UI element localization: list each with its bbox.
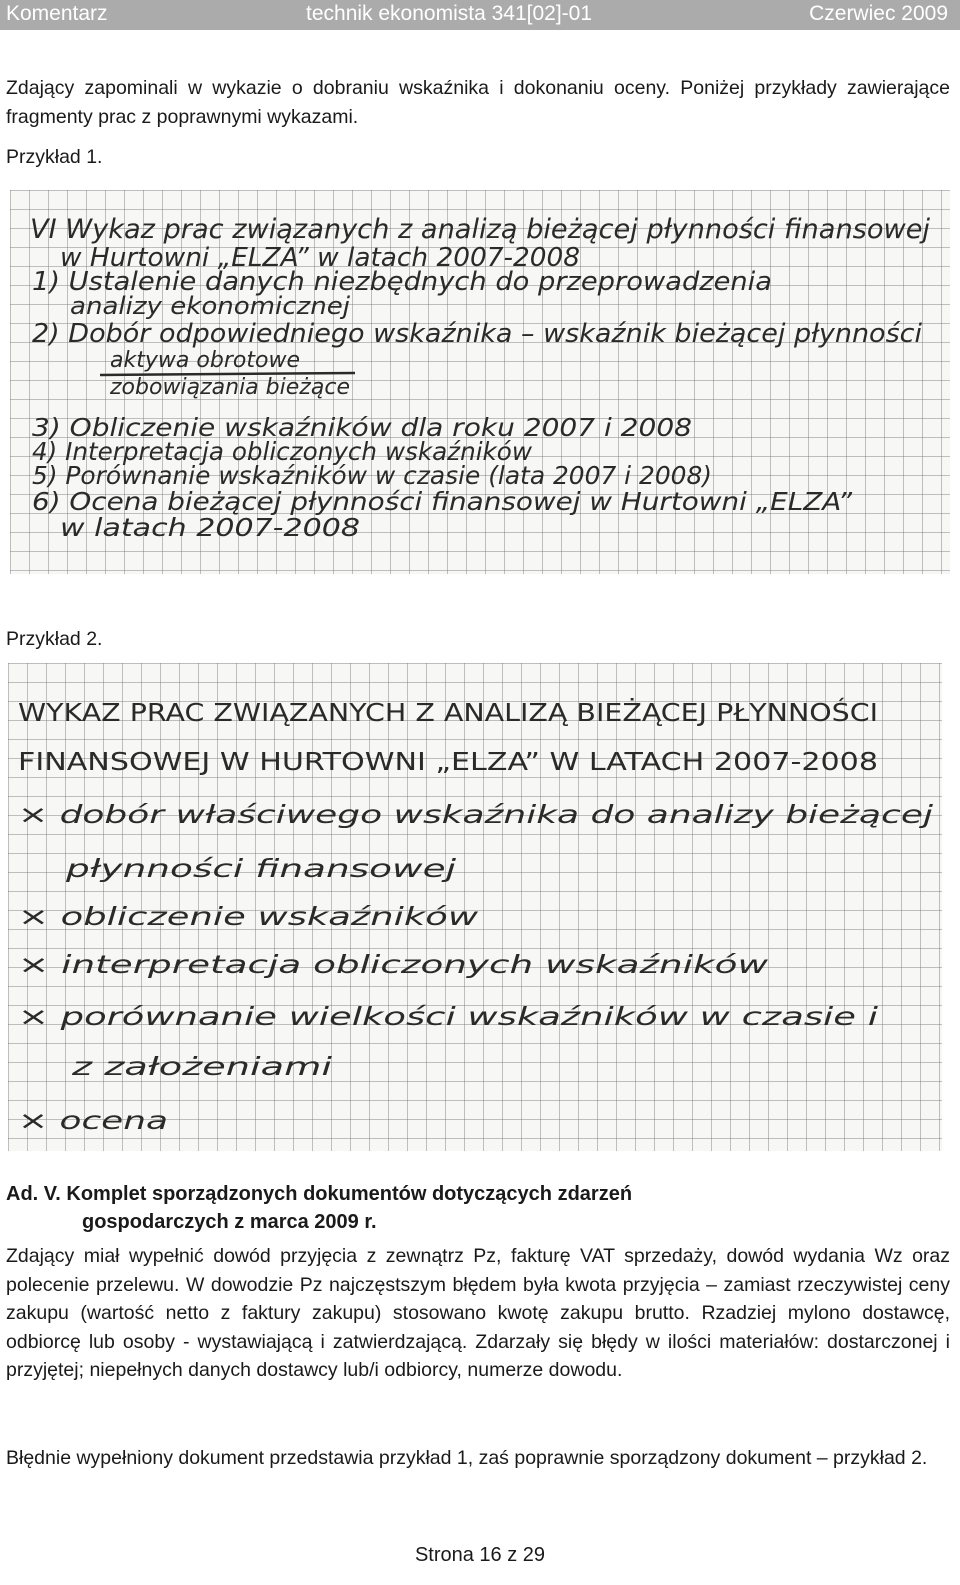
hw2-line-6: × interpretacja obliczonych wskaźników xyxy=(18,950,769,979)
header-doc-type: Komentarz xyxy=(6,2,108,25)
section-heading-line-2: gospodarczych z marca 2009 r. xyxy=(82,1211,377,1233)
hw1-fraction-top: aktywa obrotowe xyxy=(110,348,300,373)
section-conclusion-paragraph: Błędnie wypełniony dokument przedstawia przykład 1, zaś poprawnie sporządzony dokument – przykład 2. xyxy=(6,1447,928,1469)
hw1-line-3: 1) Ustalenie danych niezbędnych do przeprowadzenia xyxy=(32,267,772,297)
hw1-line-4: analizy ekonomicznej xyxy=(70,292,351,320)
header-profession: technik ekonomista 341[02]-01 xyxy=(306,2,593,25)
example-1-label: Przykład 1. xyxy=(6,146,103,168)
hw1-line-1: VI Wykaz prac związanych z analizą bieżącej płynności finansowej xyxy=(30,214,931,245)
section-heading xyxy=(6,1180,946,1236)
handwriting-1 xyxy=(10,190,950,574)
hw2-line-4: płynności finansowej xyxy=(64,854,457,883)
section-body-paragraph: Zdający miał wypełnić dowód przyjęcia z zewnątrz Pz, fakturę VAT sprzedaży, dowód wydania Wz oraz polecenie przelewu. W dowodzie Pz najczęstszym błędem była kwota przyjęcia – zamiast rzeczywistej ceny zakupu (wartość netto z faktury zakupu) stosowano kwotę zakupu brutto. Rzadziej mylono dostawcę, odbiorcę lub osoby - wystawiającą i zatwierdzającą. Zdarzały się błędy w ilości materiałów: dostarczonej i przyjętej; niepełnych danych dostawcy lub/i odbiorcy, numerze dowodu. xyxy=(6,1245,950,1381)
hw2-line-5: × obliczenie wskaźników xyxy=(18,902,479,931)
example-2-handwritten-scan xyxy=(8,663,942,1151)
section-heading-line-1: Ad. V. Komplet sporządzonych dokumentów dotyczących zdarzeń xyxy=(6,1183,633,1205)
hw2-line-8: z założeniami xyxy=(70,1052,333,1081)
hw1-fraction-bottom: zobowiązania bieżące xyxy=(108,375,350,400)
hw2-line-2: FINANSOWEJ W HURTOWNI „ELZA” W LATACH 2007-2008 xyxy=(18,747,878,776)
intro-paragraph: Zdający zapominali w wykazie o dobraniu wskaźnika i dokonaniu oceny. Poniżej przykłady zawierające fragmenty prac z poprawnymi wykazami. xyxy=(6,77,950,128)
hw1-line-11: 6) Ocena bieżącej płynności finansowej w Hurtowni „ELZA” xyxy=(32,487,854,516)
hw2-line-7: × porównanie wielkości wskaźników w czasie i xyxy=(18,1002,879,1031)
header-date: Czerwiec 2009 xyxy=(809,2,948,25)
hw1-line-8: 3) Obliczenie wskaźników dla roku 2007 i 2008 xyxy=(32,413,692,442)
hw2-line-3: × dobór właściwego wskaźnika do analizy bieżącej xyxy=(18,800,934,829)
handwriting-2 xyxy=(8,663,942,1151)
hw2-line-1: WYKAZ PRAC ZWIĄZANYCH Z ANALIZĄ BIEŻĄCEJ PŁYNNOŚCI xyxy=(18,698,774,727)
hw1-line-5: 2) Dobór odpowiedniego wskaźnika – wskaźnik bieżącej płynności xyxy=(32,319,923,349)
hw1-line-12: w latach 2007-2008 xyxy=(60,513,360,542)
hw1-line-2: w Hurtowni „ELZA” w latach 2007-2008 xyxy=(60,243,580,273)
example-1-handwritten-scan xyxy=(10,190,950,574)
page-header xyxy=(0,0,960,30)
example-2-label: Przykład 2. xyxy=(6,628,103,650)
page-number: Strona 16 z 29 xyxy=(414,1544,546,1566)
hw2-line-9: × ocena xyxy=(18,1106,168,1135)
hw1-line-10: 5) Porównanie wskaźników w czasie (lata 2007 i 2008) xyxy=(32,461,712,490)
hw1-line-9: 4) Interpretacja obliczonych wskaźników xyxy=(32,437,533,466)
